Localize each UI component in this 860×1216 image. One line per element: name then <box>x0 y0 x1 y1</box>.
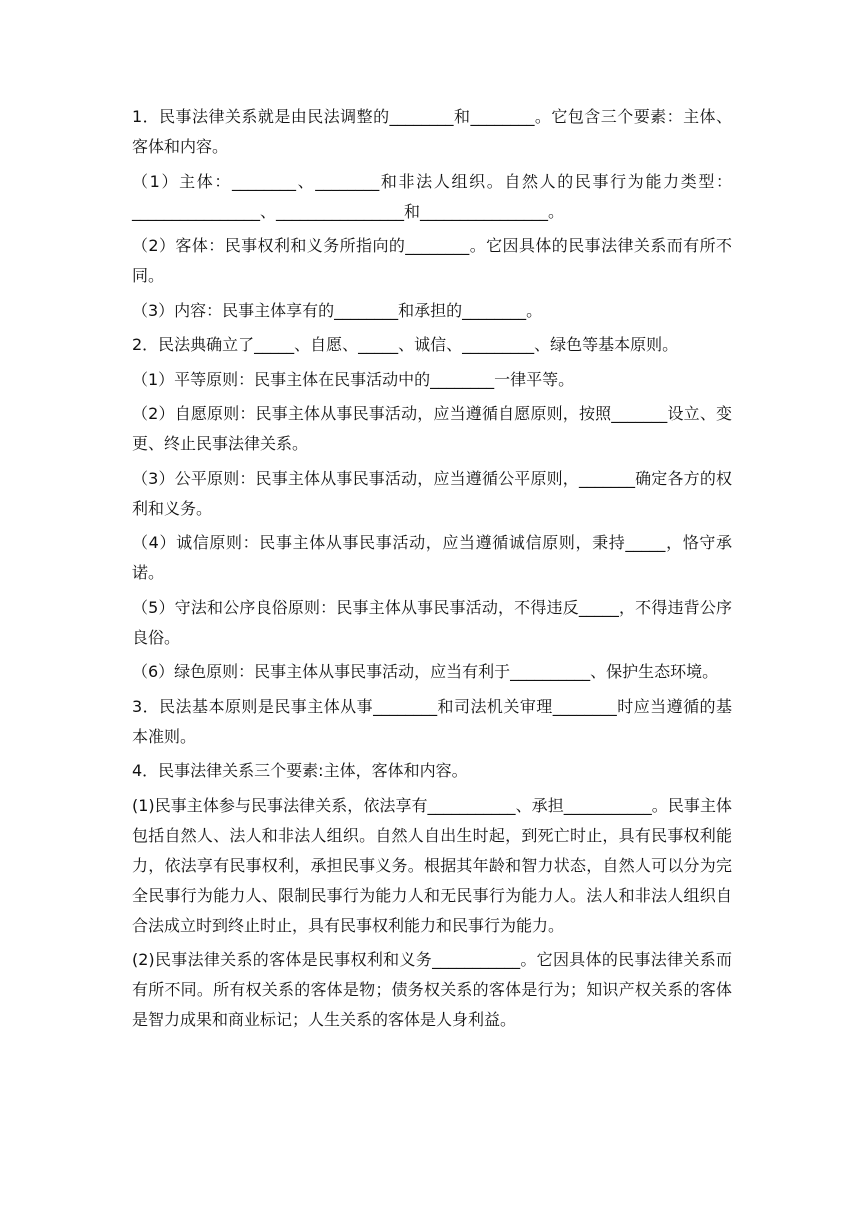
q1-intro: 1．民事法律关系就是由民法调整的________和________。它包含三个要素：主体、客体和内容。 <box>132 107 732 156</box>
q2-good-faith: （4）诚信原则：民事主体从事民事活动，应当遵循诚信原则，秉持_____，恪守承诺。 <box>132 533 732 582</box>
q2-intro: 2．民法典确立了_____、自愿、_____、诚信、_________、绿色等基本原则。 <box>132 335 679 354</box>
q4-subject: (1)民事主体参与民事法律关系，依法享有___________、承担___________。民事主体包括自然人、法人和非法人组织。自然人自出生时起，到死亡时止，具有民事权利能力，依法享有民事权利，承担民事义务。根据其年龄和智力状态，自然人可以分为完全民事行为能力人、限制民事行为能力人和无民事行为能力人。法人和非法人组织自合法成立时到终止时止，具有民事权利能力和民事行为能力。 <box>132 795 732 935</box>
q4-object: (2)民事法律关系的客体是民事权利和义务___________。它因具体的民事法律关系而有所不同。所有权关系的客体是物；债务权关系的客体是行为；知识产权关系的客体是智力成果和商业标记；人生关系的客体是人身利益。 <box>132 950 732 1029</box>
q2-equality: （1）平等原则：民事主体在民事活动中的________一律平等。 <box>132 369 575 389</box>
q1-object: （2）客体：民事权利和义务所指向的________。它因具体的民事法律关系而有所不同。 <box>132 236 732 285</box>
q2-public-order: （5）守法和公序良俗原则：民事主体从事民事活动，不得违反_____，不得违背公序良俗。 <box>132 597 732 647</box>
q4-intro: 4．民事法律关系三个要素:主体，客体和内容。 <box>132 761 468 780</box>
q2-fairness: （3）公平原则：民事主体从事民事活动，应当遵循公平原则，_______确定各方的权利和义务。 <box>132 468 732 518</box>
q2-green: （6）绿色原则：民事主体从事民事活动，应当有利于__________、保护生态环境。 <box>132 662 719 681</box>
q3-basic-principles: 3．民法基本原则是民事主体从事________和司法机关审理________时应当遵循的基本准则。 <box>132 696 732 746</box>
q2-voluntary: （2）自愿原则：民事主体从事民事活动，应当遵循自愿原则，按照_______设立、变更、终止民事法律关系。 <box>132 404 732 453</box>
document-body <box>132 102 732 1040</box>
q1-subject: （1）主体：________、________和非法人组织。自然人的民事行为能力类型：________________、________________和________________。 <box>132 171 732 221</box>
q1-content: （3）内容：民事主体享有的________和承担的________。 <box>132 300 543 320</box>
